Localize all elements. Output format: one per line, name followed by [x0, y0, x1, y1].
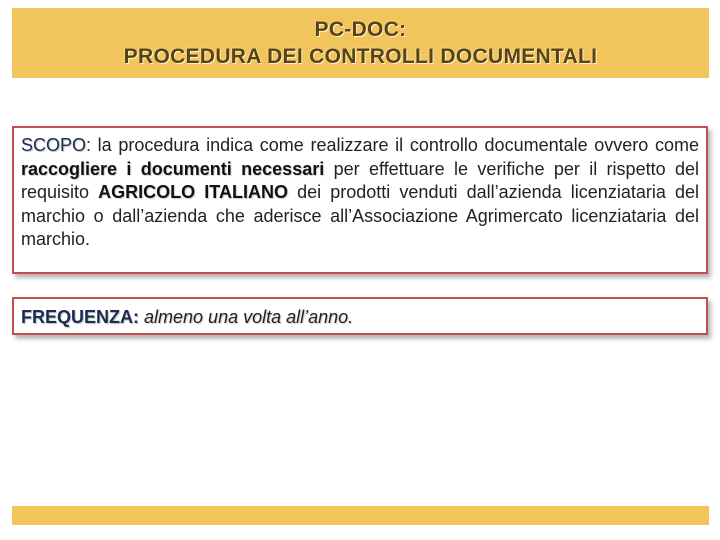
frequenza-box — [12, 297, 708, 335]
title-line-2: PROCEDURA DEI CONTROLLI DOCUMENTALI — [123, 45, 598, 68]
scopo-box — [12, 126, 708, 274]
frequenza-value: almeno una volta all’anno. — [144, 307, 354, 327]
footer-band — [12, 506, 709, 525]
scopo-text-3: dei prodotti venduti dall’azienda licenziataria del marchio o dall’azienda che aderisce all’Associazione Agrimercato licenziataria del marchio. — [21, 182, 699, 249]
scopo-text-2: per effettuare le verifiche per il rispetto del requisito — [21, 158, 699, 202]
title-line-1: PC-DOC: — [314, 18, 407, 41]
scopo-bold-1: raccogliere i documenti necessari — [21, 158, 325, 179]
scopo-text-1: : la procedura indica come realizzare il controllo documentale ovvero come — [86, 135, 699, 155]
frequenza-label: FREQUENZA: — [21, 307, 139, 327]
scopo-label: SCOPO — [21, 135, 87, 155]
scopo-bold-2: AGRICOLO ITALIANO — [98, 182, 288, 202]
title-banner — [12, 8, 709, 78]
